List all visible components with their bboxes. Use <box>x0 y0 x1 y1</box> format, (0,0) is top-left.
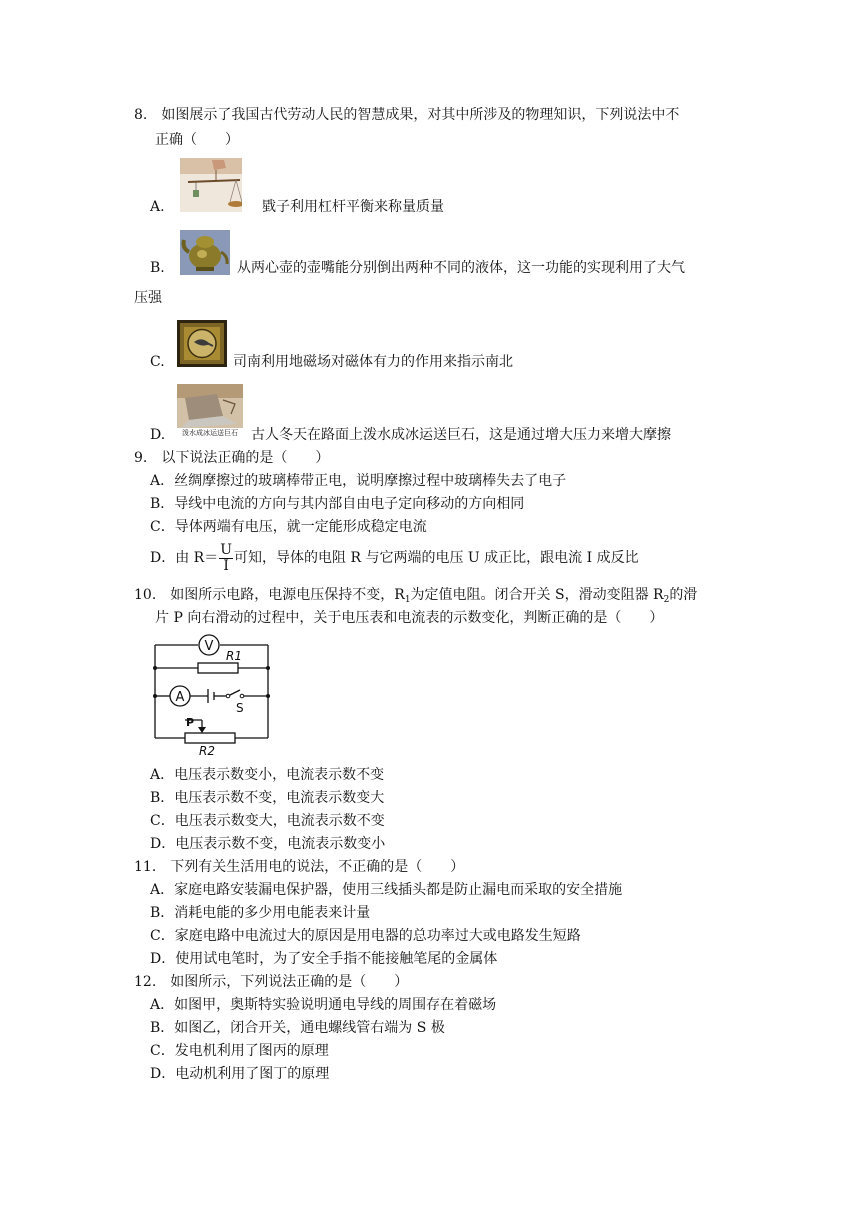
q9-option-c: C．导体两端有电压，就一定能形成稳定电流 <box>150 519 427 535</box>
ammeter-label: A <box>175 690 185 705</box>
q11-option-a: A．家庭电路安装漏电保护器，使用三线插头都是防止漏电而采取的安全措施 <box>150 882 623 898</box>
q10-stem-line1 <box>134 585 697 610</box>
q10-stem-line2: 片 P 向右滑动的过程中，关于电压表和电流表的示数变化，判断正确的是（ ） <box>155 610 664 626</box>
q8-option-a-text: 戥子利用杠杆平衡来称量质量 <box>262 199 444 215</box>
q10-circuit-diagram <box>150 632 275 757</box>
q11-option-c: C．家庭电路中电流过大的原因是用电器的总功率过大或电路发生短路 <box>150 928 581 944</box>
q12-option-d: D．电动机利用了图丁的原理 <box>150 1066 330 1082</box>
q12-stem: 12. 如图所示，下列说法正确的是（ ） <box>134 974 409 990</box>
q8-option-c-label: C. <box>150 354 165 370</box>
q11-stem: 11. 下列有关生活用电的说法，不正确的是（ ） <box>134 859 465 875</box>
q8-steelyard-image <box>180 158 242 212</box>
q9-resistance-formula <box>219 543 233 574</box>
voltmeter-label: V <box>204 639 214 654</box>
formula-denominator: I <box>223 557 229 574</box>
q8-option-a-label: A. <box>150 199 165 215</box>
q11-option-b: B．消耗电能的多少用电能表来计量 <box>150 905 371 921</box>
q10-stem-part2: 为定值电阻。闭合开关 S，滑动变阻器 R <box>410 587 664 603</box>
q9-option-d <box>150 540 639 576</box>
q10-r1-subscript: 1 <box>404 595 411 605</box>
q10-stem-part3: 的滑 <box>669 587 698 603</box>
q10-r2-subscript: 2 <box>663 595 670 605</box>
q8-two-heart-pot-image <box>180 230 230 275</box>
q8-image-caption: 泼水成冰运送巨石 <box>182 429 238 437</box>
formula-numerator: U <box>220 541 233 558</box>
q9-option-d-suffix: 可知，导体的电阻 R 与它两端的电压 U 成正比，跟电流 I 成反比 <box>234 550 639 566</box>
q8-option-b-continued: 压强 <box>134 290 162 306</box>
q12-option-c: C．发电机利用了图丙的原理 <box>150 1043 329 1059</box>
r2-label: R2 <box>199 744 215 757</box>
r1-label: R1 <box>226 649 242 663</box>
q8-stem-line1: 8. 如图展示了我国古代劳动人民的智慧成果，对其中所涉及的物理知识，下列说法中不 <box>134 107 680 123</box>
q12-option-a: A．如图甲，奥斯特实验说明通电导线的周围存在着磁场 <box>150 997 497 1013</box>
q8-option-d-label: D. <box>150 427 166 443</box>
q10-option-a: A．电压表示数变小，电流表示数不变 <box>150 767 385 783</box>
q10-stem-part1: 10. 如图所示电路，电源电压保持不变，R <box>134 587 405 603</box>
q8-stem-line2: 正确（ ） <box>155 132 239 148</box>
q9-stem: 9. 以下说法正确的是（ ） <box>134 450 330 466</box>
q9-option-d-prefix: D．由 R＝ <box>150 550 219 566</box>
q9-option-b: B．导线中电流的方向与其内部自由电子定向移动的方向相同 <box>150 496 525 512</box>
q9-option-a: A．丝绸摩擦过的玻璃棒带正电，说明摩擦过程中玻璃棒失去了电子 <box>150 473 567 489</box>
q10-option-d: D．电压表示数不变，电流表示数变小 <box>150 836 386 852</box>
q11-option-d: D．使用试电笔时，为了安全手指不能接触笔尾的金属体 <box>150 951 498 967</box>
q10-option-c: C．电压表示数变大，电流表示数不变 <box>150 813 385 829</box>
switch-label: S <box>236 701 244 715</box>
q8-option-c-text: 司南利用地磁场对磁体有力的作用来指示南北 <box>233 354 513 370</box>
q8-option-b-text: 从两心壶的壶嘴能分别倒出两种不同的液体，这一功能的实现利用了大气 <box>237 260 685 276</box>
q12-option-b: B．如图乙，闭合开关，通电螺线管右端为 S 极 <box>150 1020 445 1036</box>
q8-sinan-compass-image <box>177 320 227 367</box>
slider-label: P <box>186 716 195 729</box>
q10-option-b: B．电压表示数不变，电流表示数变大 <box>150 790 385 806</box>
q8-option-d-text: 古人冬天在路面上泼水成冰运送巨石，这是通过增大压力来增大摩擦 <box>251 427 671 443</box>
q8-option-b-label: B. <box>150 260 165 276</box>
